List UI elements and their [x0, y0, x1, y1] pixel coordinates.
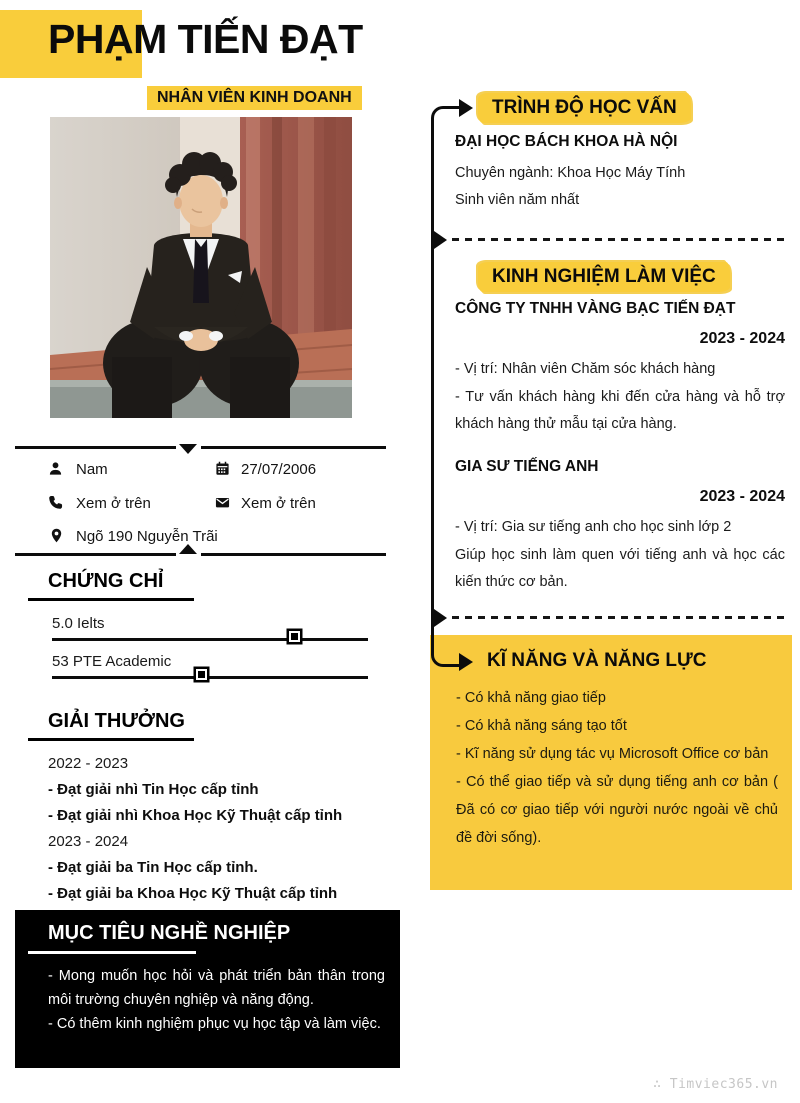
certificates-underline: [28, 598, 194, 601]
education-year: Sinh viên năm nhất: [455, 192, 580, 208]
arrow-right-icon: [459, 653, 473, 671]
skill-item: - Có khả năng giao tiếp: [456, 690, 606, 706]
watermark-text: Timviec365.vn: [669, 1077, 778, 1092]
awards-underline: [28, 738, 194, 741]
skills-list: [456, 684, 778, 852]
objective-underline: [28, 951, 196, 954]
location-icon: [49, 528, 64, 543]
award-item: - Đạt giải ba Khoa Học Kỹ Thuật cấp tỉnh: [48, 885, 338, 902]
awards-list: [48, 751, 393, 907]
award-item: - Đạt giải nhì Tin Học cấp tỉnh: [48, 781, 259, 798]
objective-line: - Có thêm kinh nghiệm phục vụ học tập và làm việc.: [48, 1016, 381, 1032]
experience-period: 2023 - 2024: [699, 330, 785, 347]
divider-bottom-right: [201, 553, 386, 556]
address-value: Ngõ 190 Nguyễn Trãi: [76, 528, 218, 545]
experience-detail: Giúp học sinh làm quen với tiếng anh và học các kiến thức cơ bản.: [455, 546, 785, 590]
watermark: [653, 1077, 778, 1092]
dob-value: 27/07/2006: [241, 461, 317, 478]
phone-value: Xem ở trên: [76, 495, 151, 512]
person-icon: [48, 461, 63, 476]
page-title: PHẠM TIẾN ĐẠT: [48, 16, 363, 62]
arrow-right-icon: [459, 99, 473, 117]
phone-icon: [48, 495, 63, 510]
skill-item: - Có thể giao tiếp và sử dụng tiếng anh cơ bản ( Đã có cơ giao tiếp với người nước ngoài về chủ đề đời sống).: [456, 774, 778, 846]
experience-detail: - Vị trí: Nhân viên Chăm sóc khách hàng: [455, 361, 716, 377]
skills-title: KĨ NĂNG VÀ NĂNG LỰC: [487, 650, 707, 671]
experience-period: 2023 - 2024: [699, 488, 785, 505]
education-title: TRÌNH ĐỘ HỌC VẤN: [478, 93, 691, 123]
award-item: - Đạt giải nhì Khoa Học Kỹ Thuật cấp tỉnh: [48, 807, 343, 824]
objective-line: - Mong muốn học hỏi và phát triển bản thân trong môi trường chuyên nghiệp và năng động.: [48, 968, 385, 1008]
profile-photo: [50, 117, 352, 418]
experience-details: [455, 356, 785, 439]
email-icon: [215, 495, 230, 510]
skill-item: - Kĩ năng sử dụng tác vụ Microsoft Office cơ bản: [456, 746, 769, 762]
experience-company: CÔNG TY TNHH VÀNG BẠC TIẾN ĐẠT: [455, 300, 736, 317]
certificate-label: 53 PTE Academic: [52, 653, 172, 670]
objective-body: [48, 964, 385, 1036]
experience-title: KINH NGHIỆM LÀM VIỆC: [478, 262, 730, 292]
therefore-dots-icon: ∴: [653, 1077, 662, 1092]
awards-title: GIẢI THƯỞNG: [48, 710, 185, 732]
experience-detail: - Tư vấn khách hàng khi đến cửa hàng và hỗ trợ khách hàng thử mẫu tại cửa hàng.: [455, 388, 785, 432]
certificate-slider-handle[interactable]: [196, 669, 207, 680]
gender-value: Nam: [76, 461, 108, 478]
education-school: ĐẠI HỌC BÁCH KHOA HÀ NỘI: [455, 133, 678, 150]
email-value: Xem ở trên: [241, 495, 316, 512]
arrow-right-icon: [434, 231, 447, 249]
award-item: - Đạt giải ba Tin Học cấp tỉnh.: [48, 859, 258, 876]
certificate-slider-track: [52, 638, 368, 641]
timeline-spine: [431, 124, 434, 652]
dashed-divider: [452, 616, 785, 619]
calendar-icon: [215, 461, 230, 476]
certificates-title: CHỨNG CHỈ: [48, 570, 164, 592]
triangle-up-icon: [179, 544, 197, 554]
award-item: 2022 - 2023: [48, 755, 129, 772]
profile-photo-illustration: [50, 117, 352, 418]
skill-item: - Có khả năng sáng tạo tốt: [456, 718, 627, 734]
certificate-slider-handle[interactable]: [289, 631, 300, 642]
triangle-down-icon: [179, 444, 197, 454]
dashed-divider: [452, 238, 785, 241]
divider-bottom-left: [15, 553, 176, 556]
certificate-slider-track: [52, 676, 368, 679]
experience-details: [455, 514, 785, 597]
divider-top-right: [201, 446, 386, 449]
education-major: Chuyên ngành: Khoa Học Máy Tính: [455, 165, 686, 181]
experience-company: GIA SƯ TIẾNG ANH: [455, 458, 599, 475]
arrow-right-icon: [434, 609, 447, 627]
experience-detail: - Vị trí: Gia sư tiếng anh cho học sinh lớp 2: [455, 519, 732, 535]
divider-top-left: [15, 446, 176, 449]
certificate-label: 5.0 Ielts: [52, 615, 105, 632]
award-item: 2023 - 2024: [48, 833, 129, 850]
job-title-badge: NHÂN VIÊN KINH DOANH: [147, 86, 362, 110]
objective-title: MỤC TIÊU NGHỀ NGHIỆP: [48, 922, 291, 944]
objective-section: [15, 910, 400, 1068]
